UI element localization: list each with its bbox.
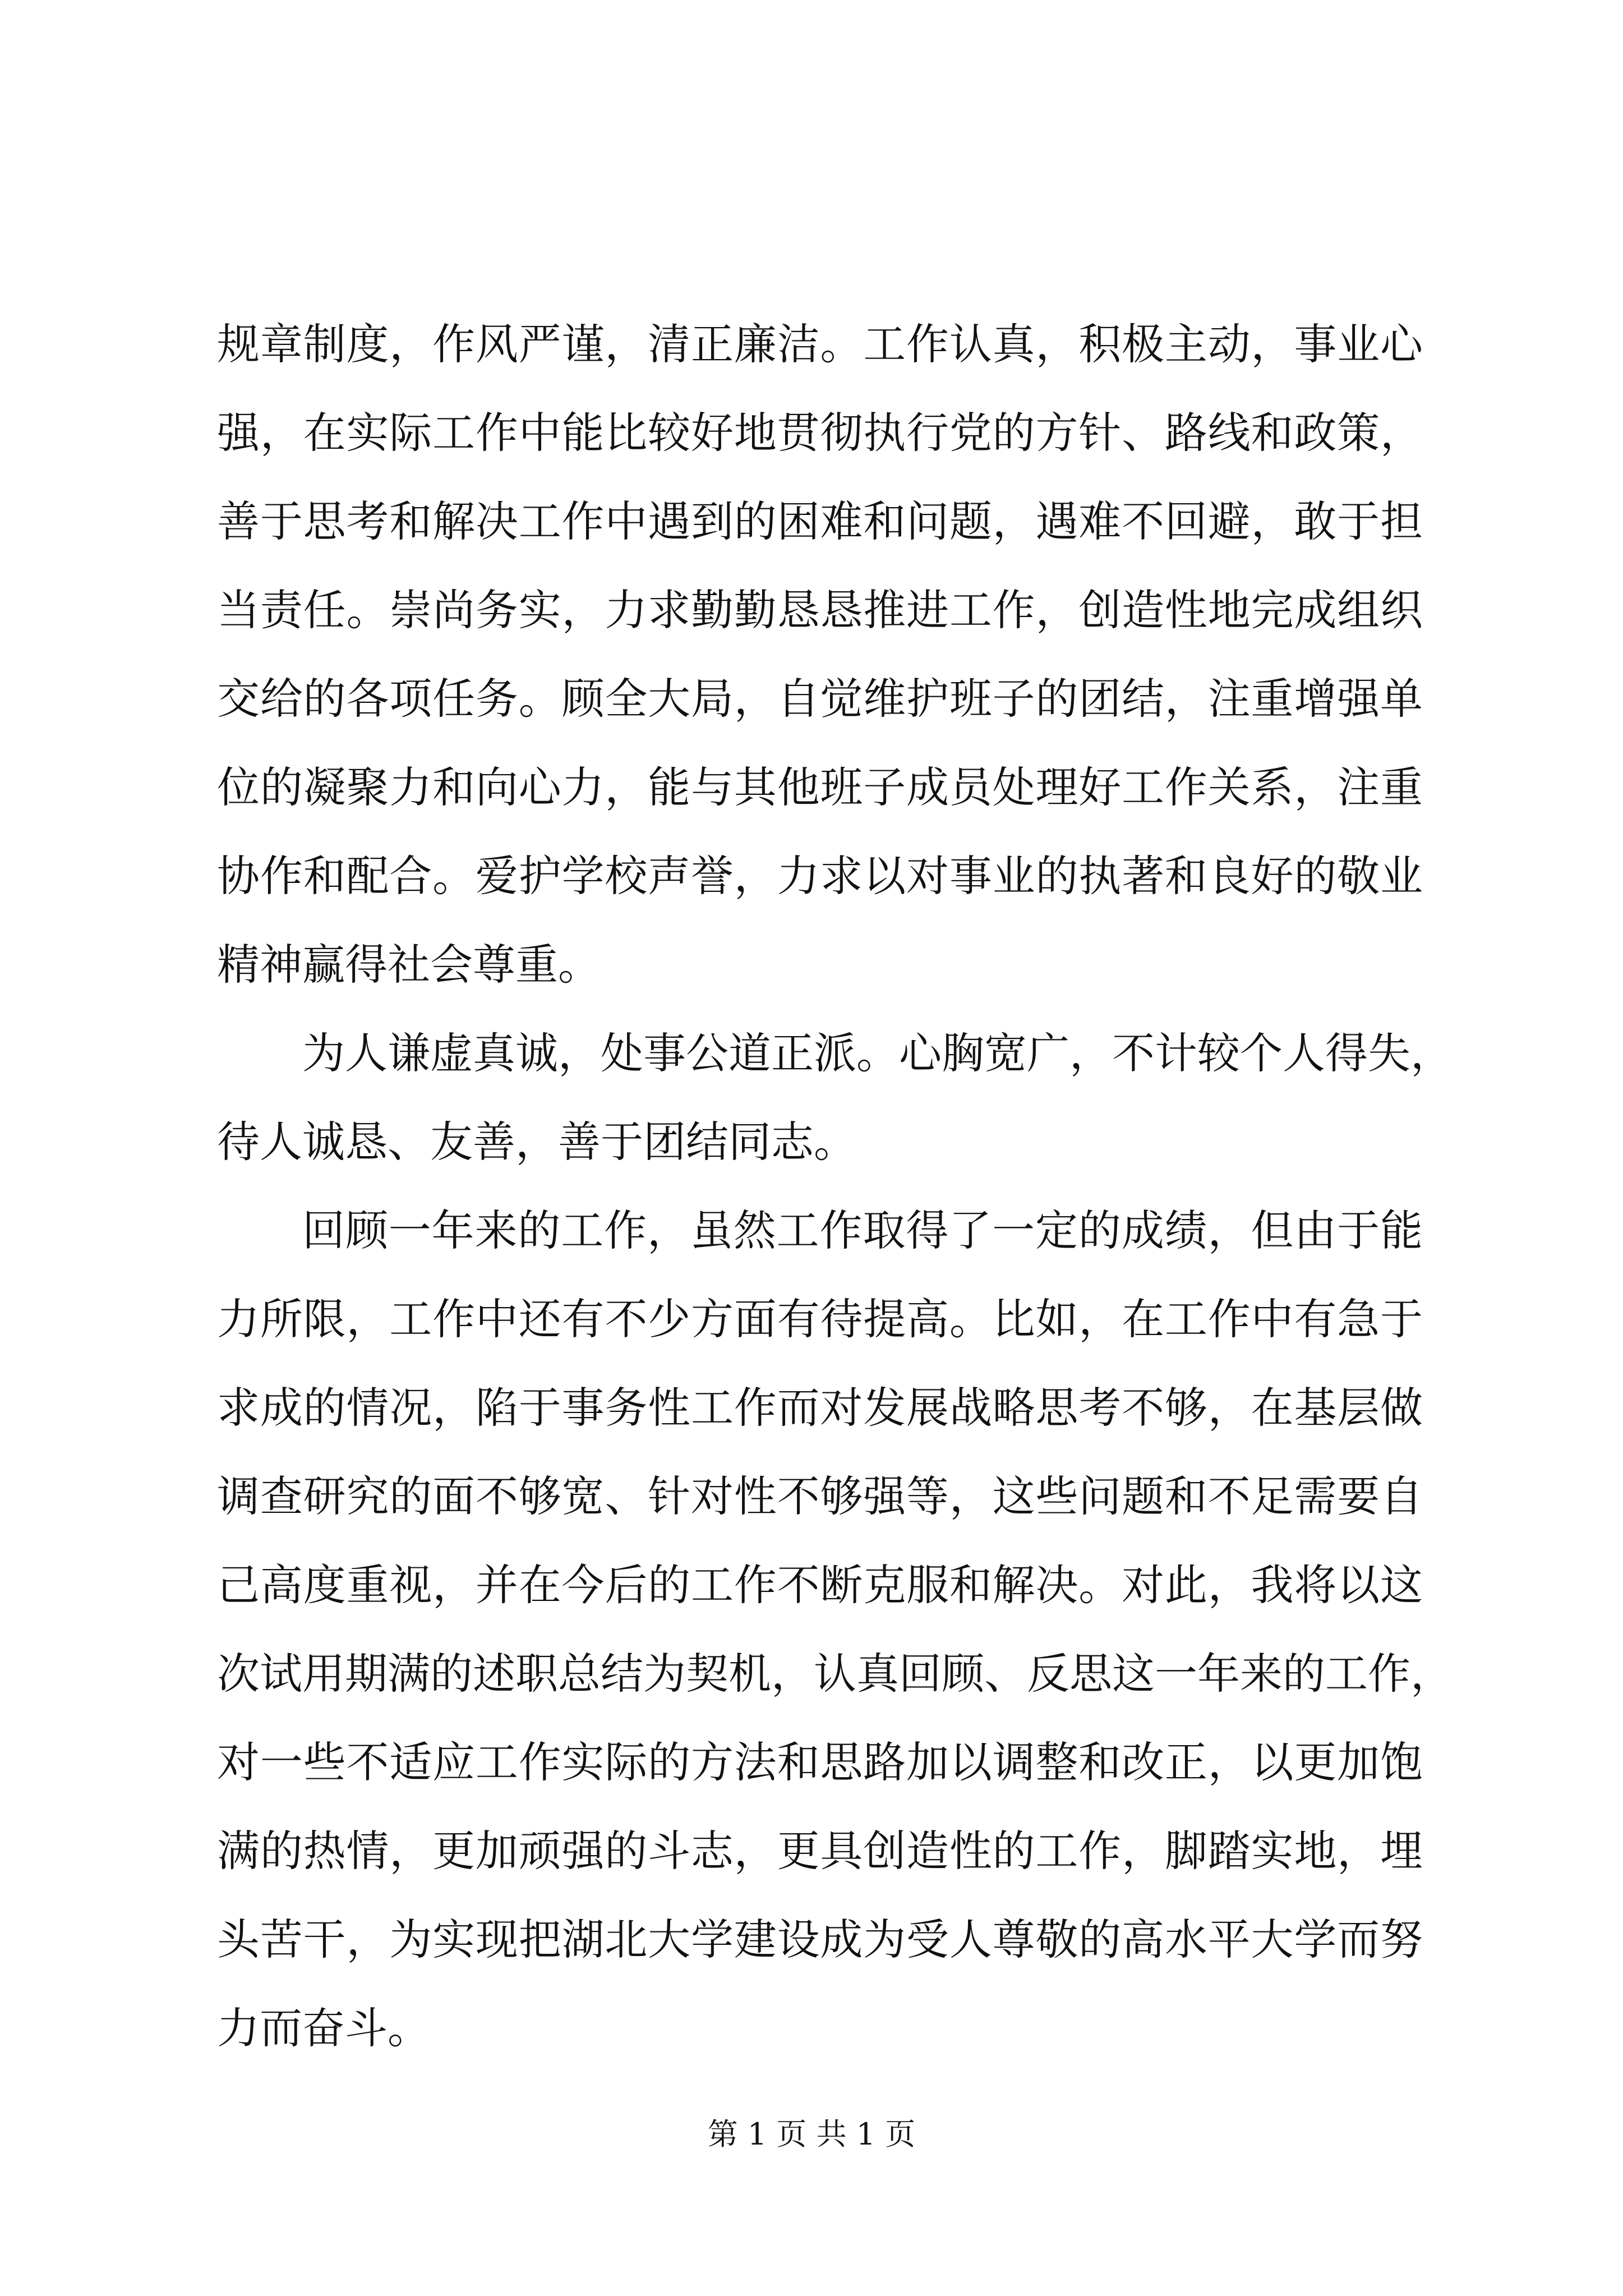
text-line: 交给的各项任务。顾全大局，自觉维护班子的团结，注重增强单 bbox=[217, 674, 1423, 724]
text-line: 强，在实际工作中能比较好地贯彻执行党的方针、路线和政策， bbox=[217, 408, 1423, 458]
text-line: 对一些不适应工作实际的方法和思路加以调整和改正，以更加饱 bbox=[217, 1737, 1423, 1787]
text-line: 位的凝聚力和向心力，能与其他班子成员处理好工作关系，注重 bbox=[217, 762, 1423, 812]
text-line: 调查研究的面不够宽、针对性不够强等，这些问题和不足需要自 bbox=[217, 1471, 1423, 1521]
text-line: 力所限，工作中还有不少方面有待提高。比如，在工作中有急于 bbox=[217, 1294, 1423, 1344]
document-body bbox=[217, 300, 1453, 2073]
text-line: 头苦干，为实现把湖北大学建设成为受人尊敬的高水平大学而努 bbox=[217, 1915, 1423, 1964]
page-footer: 第 1 页 共 1 页 bbox=[707, 2116, 916, 2152]
text-line: 协作和配合。爱护学校声誉，力求以对事业的执著和良好的敬业 bbox=[217, 851, 1423, 901]
text-line: 善于思考和解决工作中遇到的困难和问题，遇难不回避，敢于担 bbox=[217, 496, 1423, 546]
text-line: 为人谦虚真诚，处事公道正派。心胸宽广，不计较个人得失， bbox=[302, 1028, 1453, 1078]
text-line: 求成的情况，陷于事务性工作而对发展战略思考不够，在基层做 bbox=[217, 1383, 1423, 1433]
text-line: 己高度重视，并在今后的工作不断克服和解决。对此，我将以这 bbox=[217, 1560, 1423, 1610]
text-line: 当责任。崇尚务实，力求勤勤恳恳推进工作，创造性地完成组织 bbox=[217, 585, 1423, 635]
text-line: 力而奋斗。 bbox=[217, 2003, 430, 2053]
text-line: 精神赢得社会尊重。 bbox=[217, 940, 601, 990]
text-line: 满的热情，更加顽强的斗志，更具创造性的工作，脚踏实地，埋 bbox=[217, 1826, 1423, 1876]
text-line: 回顾一年来的工作，虽然工作取得了一定的成绩，但由于能 bbox=[302, 1205, 1423, 1255]
text-line: 规章制度，作风严谨，清正廉洁。工作认真，积极主动，事业心 bbox=[217, 319, 1423, 369]
text-line: 次试用期满的述职总结为契机，认真回顾、反思这一年来的工作， bbox=[217, 1649, 1453, 1699]
text-line: 待人诚恳、友善，善于团结同志。 bbox=[217, 1117, 856, 1167]
